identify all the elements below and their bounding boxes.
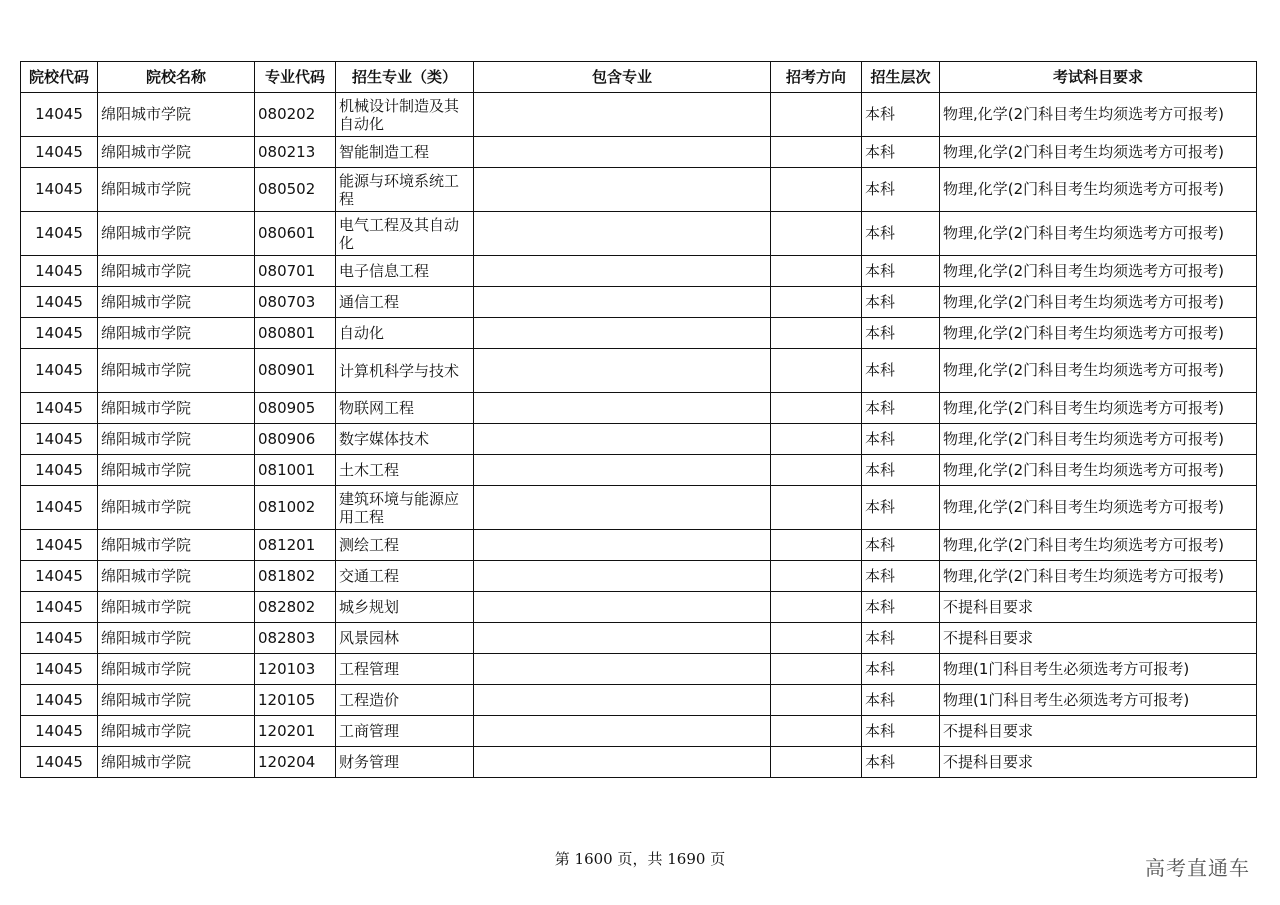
cell-requirement: 物理,化学(2门科目考生均须选考方可报考) <box>940 168 1257 212</box>
cell-major-code: 080905 <box>255 393 336 424</box>
cell-level: 本科 <box>862 685 940 716</box>
cell-major: 城乡规划 <box>336 592 474 623</box>
cell-school-code: 14045 <box>21 455 98 486</box>
cell-requirement: 物理,化学(2门科目考生均须选考方可报考) <box>940 455 1257 486</box>
cell-major-code: 120201 <box>255 716 336 747</box>
cell-direction <box>771 349 862 393</box>
table-row <box>21 424 1257 455</box>
cell-level: 本科 <box>862 623 940 654</box>
cell-school-name: 绵阳城市学院 <box>98 455 255 486</box>
cell-major-code: 081001 <box>255 455 336 486</box>
cell-major-code: 080502 <box>255 168 336 212</box>
cell-included-majors <box>474 716 771 747</box>
table-row <box>21 561 1257 592</box>
cell-requirement: 物理,化学(2门科目考生均须选考方可报考) <box>940 561 1257 592</box>
cell-direction <box>771 212 862 256</box>
cell-level: 本科 <box>862 137 940 168</box>
cell-major: 通信工程 <box>336 287 474 318</box>
cell-school-name: 绵阳城市学院 <box>98 93 255 137</box>
cell-school-code: 14045 <box>21 212 98 256</box>
cell-major: 风景园林 <box>336 623 474 654</box>
cell-major: 智能制造工程 <box>336 137 474 168</box>
table-row <box>21 654 1257 685</box>
table-row <box>21 716 1257 747</box>
header-school-code: 院校代码 <box>21 62 98 93</box>
cell-major-code: 081802 <box>255 561 336 592</box>
cell-included-majors <box>474 530 771 561</box>
cell-requirement: 物理(1门科目考生必须选考方可报考) <box>940 654 1257 685</box>
cell-school-code: 14045 <box>21 623 98 654</box>
cell-level: 本科 <box>862 212 940 256</box>
cell-included-majors <box>474 393 771 424</box>
cell-major-code: 080601 <box>255 212 336 256</box>
cell-major: 财务管理 <box>336 747 474 778</box>
table-row <box>21 287 1257 318</box>
cell-requirement: 物理,化学(2门科目考生均须选考方可报考) <box>940 530 1257 561</box>
cell-included-majors <box>474 592 771 623</box>
cell-school-code: 14045 <box>21 168 98 212</box>
cell-requirement: 物理(1门科目考生必须选考方可报考) <box>940 685 1257 716</box>
table-row <box>21 349 1257 393</box>
cell-school-name: 绵阳城市学院 <box>98 212 255 256</box>
cell-school-code: 14045 <box>21 137 98 168</box>
page-footer: 第 1600 页，共 1690 页 <box>554 850 726 868</box>
cell-direction <box>771 592 862 623</box>
header-major-code: 专业代码 <box>255 62 336 93</box>
cell-level: 本科 <box>862 349 940 393</box>
table-row <box>21 137 1257 168</box>
cell-included-majors <box>474 168 771 212</box>
cell-major: 工程管理 <box>336 654 474 685</box>
cell-major: 物联网工程 <box>336 393 474 424</box>
cell-major-code: 082803 <box>255 623 336 654</box>
cell-school-code: 14045 <box>21 318 98 349</box>
cell-major: 计算机科学与技术 <box>336 349 474 393</box>
cell-school-name: 绵阳城市学院 <box>98 256 255 287</box>
cell-school-code: 14045 <box>21 287 98 318</box>
cell-major-code: 120204 <box>255 747 336 778</box>
cell-major: 数字媒体技术 <box>336 424 474 455</box>
cell-major: 建筑环境与能源应用工程 <box>336 486 474 530</box>
cell-school-code: 14045 <box>21 393 98 424</box>
cell-direction <box>771 424 862 455</box>
table-row <box>21 318 1257 349</box>
cell-school-name: 绵阳城市学院 <box>98 424 255 455</box>
cell-direction <box>771 747 862 778</box>
cell-level: 本科 <box>862 654 940 685</box>
cell-direction <box>771 393 862 424</box>
cell-major-code: 120105 <box>255 685 336 716</box>
table-body <box>21 93 1257 778</box>
cell-school-name: 绵阳城市学院 <box>98 530 255 561</box>
cell-direction <box>771 685 862 716</box>
cell-level: 本科 <box>862 561 940 592</box>
header-level: 招生层次 <box>862 62 940 93</box>
cell-school-code: 14045 <box>21 685 98 716</box>
cell-requirement: 物理,化学(2门科目考生均须选考方可报考) <box>940 137 1257 168</box>
cell-major-code: 080906 <box>255 424 336 455</box>
cell-school-code: 14045 <box>21 486 98 530</box>
cell-included-majors <box>474 747 771 778</box>
cell-major: 能源与环境系统工程 <box>336 168 474 212</box>
cell-school-name: 绵阳城市学院 <box>98 623 255 654</box>
cell-major-code: 120103 <box>255 654 336 685</box>
cell-school-name: 绵阳城市学院 <box>98 592 255 623</box>
cell-major: 测绘工程 <box>336 530 474 561</box>
table-row <box>21 93 1257 137</box>
cell-direction <box>771 716 862 747</box>
cell-major-code: 080213 <box>255 137 336 168</box>
cell-included-majors <box>474 654 771 685</box>
header-major: 招生专业（类） <box>336 62 474 93</box>
table-row <box>21 592 1257 623</box>
cell-level: 本科 <box>862 455 940 486</box>
admission-table <box>20 61 1257 778</box>
cell-requirement: 不提科目要求 <box>940 623 1257 654</box>
cell-included-majors <box>474 137 771 168</box>
cell-school-code: 14045 <box>21 716 98 747</box>
cell-school-name: 绵阳城市学院 <box>98 654 255 685</box>
table-row <box>21 685 1257 716</box>
cell-level: 本科 <box>862 716 940 747</box>
cell-major-code: 080801 <box>255 318 336 349</box>
cell-included-majors <box>474 287 771 318</box>
cell-requirement: 物理,化学(2门科目考生均须选考方可报考) <box>940 393 1257 424</box>
cell-requirement: 不提科目要求 <box>940 592 1257 623</box>
cell-requirement: 物理,化学(2门科目考生均须选考方可报考) <box>940 212 1257 256</box>
cell-requirement: 物理,化学(2门科目考生均须选考方可报考) <box>940 424 1257 455</box>
cell-school-code: 14045 <box>21 256 98 287</box>
cell-included-majors <box>474 486 771 530</box>
cell-direction <box>771 530 862 561</box>
table-row <box>21 486 1257 530</box>
cell-major-code: 081002 <box>255 486 336 530</box>
cell-included-majors <box>474 455 771 486</box>
cell-major-code: 080202 <box>255 93 336 137</box>
cell-major: 土木工程 <box>336 455 474 486</box>
cell-school-name: 绵阳城市学院 <box>98 287 255 318</box>
cell-level: 本科 <box>862 424 940 455</box>
cell-school-name: 绵阳城市学院 <box>98 716 255 747</box>
cell-direction <box>771 623 862 654</box>
cell-school-name: 绵阳城市学院 <box>98 561 255 592</box>
cell-direction <box>771 287 862 318</box>
cell-direction <box>771 561 862 592</box>
cell-requirement: 物理,化学(2门科目考生均须选考方可报考) <box>940 486 1257 530</box>
cell-school-name: 绵阳城市学院 <box>98 393 255 424</box>
header-requirement: 考试科目要求 <box>940 62 1257 93</box>
watermark: 高考直通车 <box>1145 856 1250 880</box>
cell-requirement: 物理,化学(2门科目考生均须选考方可报考) <box>940 93 1257 137</box>
header-included-majors: 包含专业 <box>474 62 771 93</box>
cell-included-majors <box>474 424 771 455</box>
cell-direction <box>771 93 862 137</box>
cell-included-majors <box>474 212 771 256</box>
table-row <box>21 256 1257 287</box>
cell-school-name: 绵阳城市学院 <box>98 685 255 716</box>
cell-direction <box>771 256 862 287</box>
cell-major: 工程造价 <box>336 685 474 716</box>
cell-direction <box>771 168 862 212</box>
cell-school-name: 绵阳城市学院 <box>98 168 255 212</box>
cell-requirement: 物理,化学(2门科目考生均须选考方可报考) <box>940 349 1257 393</box>
cell-major-code: 080703 <box>255 287 336 318</box>
cell-school-code: 14045 <box>21 654 98 685</box>
cell-included-majors <box>474 561 771 592</box>
cell-level: 本科 <box>862 287 940 318</box>
cell-included-majors <box>474 93 771 137</box>
cell-level: 本科 <box>862 530 940 561</box>
cell-direction <box>771 455 862 486</box>
cell-major-code: 080901 <box>255 349 336 393</box>
table-row <box>21 212 1257 256</box>
cell-level: 本科 <box>862 747 940 778</box>
cell-level: 本科 <box>862 592 940 623</box>
table-row <box>21 530 1257 561</box>
cell-school-name: 绵阳城市学院 <box>98 318 255 349</box>
cell-level: 本科 <box>862 486 940 530</box>
cell-included-majors <box>474 318 771 349</box>
cell-level: 本科 <box>862 318 940 349</box>
cell-included-majors <box>474 256 771 287</box>
cell-requirement: 不提科目要求 <box>940 716 1257 747</box>
cell-school-name: 绵阳城市学院 <box>98 747 255 778</box>
cell-school-code: 14045 <box>21 561 98 592</box>
cell-school-code: 14045 <box>21 530 98 561</box>
cell-school-name: 绵阳城市学院 <box>98 486 255 530</box>
cell-direction <box>771 137 862 168</box>
cell-direction <box>771 654 862 685</box>
cell-level: 本科 <box>862 256 940 287</box>
cell-requirement: 物理,化学(2门科目考生均须选考方可报考) <box>940 287 1257 318</box>
cell-major-code: 082802 <box>255 592 336 623</box>
cell-included-majors <box>474 623 771 654</box>
cell-school-code: 14045 <box>21 747 98 778</box>
cell-school-code: 14045 <box>21 93 98 137</box>
cell-level: 本科 <box>862 93 940 137</box>
cell-school-code: 14045 <box>21 349 98 393</box>
cell-major: 电气工程及其自动化 <box>336 212 474 256</box>
cell-included-majors <box>474 685 771 716</box>
cell-school-code: 14045 <box>21 424 98 455</box>
cell-major: 工商管理 <box>336 716 474 747</box>
table-row <box>21 455 1257 486</box>
cell-major-code: 080701 <box>255 256 336 287</box>
cell-direction <box>771 318 862 349</box>
cell-requirement: 物理,化学(2门科目考生均须选考方可报考) <box>940 318 1257 349</box>
cell-included-majors <box>474 349 771 393</box>
cell-level: 本科 <box>862 393 940 424</box>
table-row <box>21 623 1257 654</box>
cell-school-name: 绵阳城市学院 <box>98 137 255 168</box>
header-row <box>21 62 1257 93</box>
table-header <box>21 62 1257 93</box>
table-row <box>21 393 1257 424</box>
cell-direction <box>771 486 862 530</box>
cell-major: 交通工程 <box>336 561 474 592</box>
header-school-name: 院校名称 <box>98 62 255 93</box>
cell-major-code: 081201 <box>255 530 336 561</box>
cell-major: 机械设计制造及其自动化 <box>336 93 474 137</box>
cell-major: 自动化 <box>336 318 474 349</box>
cell-level: 本科 <box>862 168 940 212</box>
cell-school-name: 绵阳城市学院 <box>98 349 255 393</box>
table-row <box>21 747 1257 778</box>
header-direction: 招考方向 <box>771 62 862 93</box>
cell-requirement: 物理,化学(2门科目考生均须选考方可报考) <box>940 256 1257 287</box>
table-row <box>21 168 1257 212</box>
cell-requirement: 不提科目要求 <box>940 747 1257 778</box>
cell-school-code: 14045 <box>21 592 98 623</box>
cell-major: 电子信息工程 <box>336 256 474 287</box>
